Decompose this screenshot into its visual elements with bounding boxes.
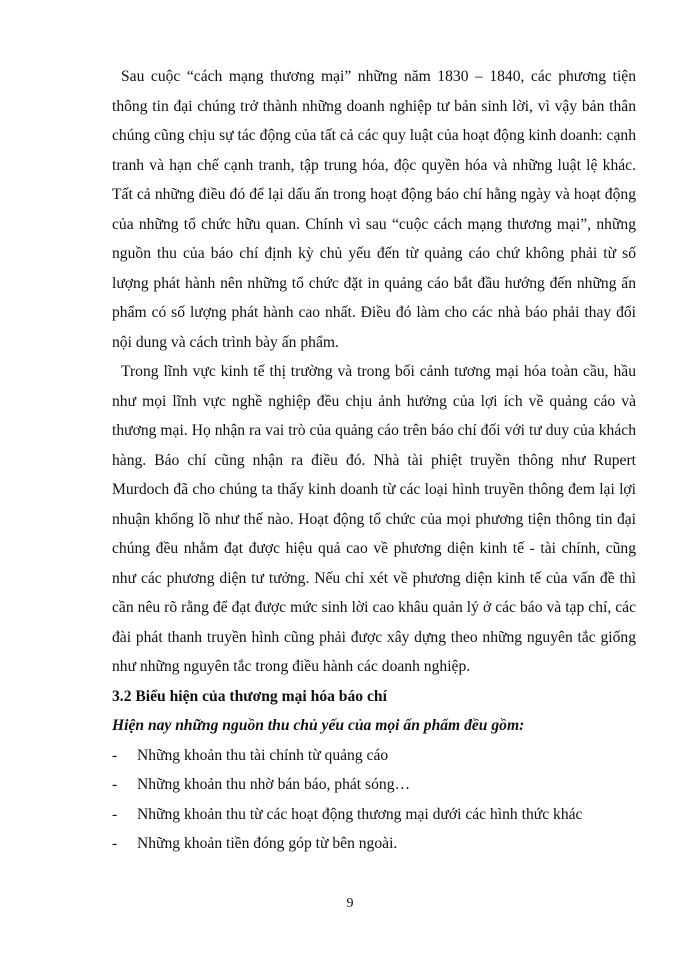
- income-list: [112, 741, 636, 859]
- section-heading: 3.2 Biểu hiện của thương mại hóa báo chí: [112, 687, 387, 705]
- list-item: [112, 741, 636, 771]
- section-subheading: Hiện nay những nguồn thu chủ yếu của mọi ấn phẩm đều gồm:: [112, 717, 525, 734]
- list-bullet: -: [112, 835, 118, 852]
- body-paragraph: Trong lĩnh vực kinh tế thị trường và trong bối cảnh tương mại hóa toàn cầu, hầu như mọi lĩnh vực nghề nghiệp đều chịu ảnh hưởng của lợi ích về quảng cáo và thương mại. Họ nhận ra vai trò của quảng cáo trên báo chí đối với tư duy của khách hàng. Báo chí cũng nhận ra điều đó. Nhà tài phiệt truyền thông như Rupert Murdoch đã cho chúng ta thấy kinh doanh từ các loại hình truyền thông đem lại lợi nhuận khổng lồ như thế nào. Hoạt động tổ chức của mọi phương tiện thông tin đại chúng đều nhằm đạt được hiệu quả cao về phương diện kinh tế - tài chính, cũng như các phương diện tư tưởng. Nếu chỉ xét về phương diện kinh tế của vấn đề thì cần nêu rõ rằng để đạt được mức sinh lời cao khâu quản lý ở các báo và tạp chí, các đài phát thanh truyền hình cũng phải được xây dựng theo những nguyên tắc giống như những nguyên tắc trong điều hành các doanh nghiệp.: [112, 363, 636, 675]
- list-bullet: -: [112, 776, 118, 793]
- list-item: [112, 829, 636, 859]
- list-item-text: Những khoản thu từ các hoạt động thương mại dưới các hình thức khác: [137, 805, 583, 823]
- page-number: 9: [346, 896, 354, 911]
- list-item-text: Những khoản tiền đóng góp từ bên ngoài.: [137, 835, 398, 852]
- list-item: [112, 770, 636, 800]
- list-bullet: -: [112, 805, 118, 823]
- document-page: [112, 62, 636, 859]
- list-bullet: -: [112, 746, 118, 764]
- list-item-text: Những khoản thu tài chính từ quảng cáo: [137, 746, 389, 764]
- body-paragraph: Sau cuộc “cách mạng thương mại” những năm 1830 – 1840, các phương tiện thông tin đại chúng trở thành những doanh nghiệp tư bản sinh lời, vì vậy bản thân chúng cũng chịu sự tác động của tất cả các quy luật của hoạt động kinh doanh: cạnh tranh và hạn chế cạnh tranh, tập trung hóa, độc quyền hóa và những luật lệ khác. Tất cả những điều đó để lại dấu ấn trong hoạt động báo chí hằng ngày và hoạt động của những tổ chức hữu quan. Chính vì sau “cuộc cách mạng thương mại”, những nguồn thu của báo chí định kỳ chủ yếu đến từ quảng cáo chứ không phải từ số lượng phát hành nên những tổ chức đặt in quảng cáo bắt đầu hướng đến những ấn phẩm có số lượng phát hành cao nhất. Điều đó làm cho các nhà báo phải thay đổi nội dung và cách trình bày ấn phẩm.: [112, 68, 636, 351]
- list-item: [112, 800, 636, 830]
- list-item-text: Những khoản thu nhờ bán báo, phát sóng…: [137, 776, 411, 793]
